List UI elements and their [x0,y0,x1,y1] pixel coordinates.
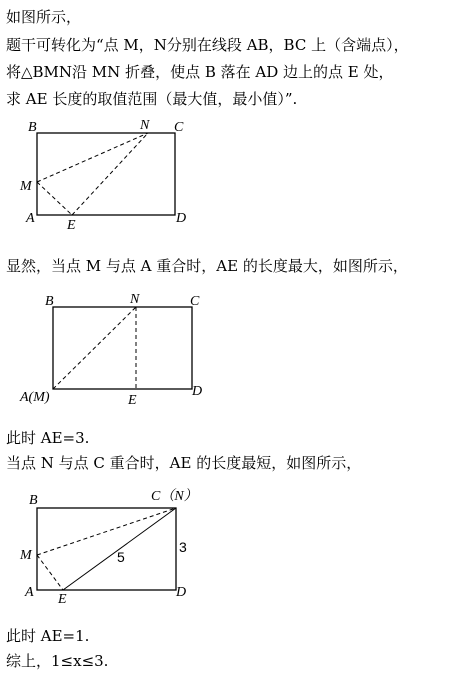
fig3-segment-ME [37,555,63,590]
fig1-label-E: E [67,218,76,233]
fig3-label-E: E [58,592,67,607]
fig2-label-AM: A(M) [20,390,50,405]
text-line-4: 求 AE 长度的取值范围（最大值，最小值）”. [6,90,298,108]
text-line-6: 此时 AE=3. [6,429,90,447]
fig1-label-C: C [174,120,184,135]
fig1-label-A: A [26,211,35,226]
fig1-label-B: B [28,120,37,135]
fig2-label-B: B [45,294,54,309]
fig3-label-CN: C（N） [151,489,198,504]
text-line-8: 此时 AE=1. [6,627,90,645]
fig1-label-M: M [20,179,32,194]
text-line-3: 将△BMN沿 MN 折叠，使点 B 落在 AD 边上的点 E 处， [6,63,394,81]
fig3-rectangle [37,508,176,590]
fig3-label-5: 5 [117,549,125,565]
fig3-segment-MC [37,508,176,555]
fig2-label-E: E [128,393,137,408]
fig3-label-M: M [20,548,32,563]
text-line-2: 题干可转化为“点 M，N分别在线段 AB，BC 上（含端点）， [6,36,409,54]
fig3-label-D: D [176,585,187,600]
text-line-7: 当点 N 与点 C 重合时，AE 的长度最短，如图所示， [6,454,362,472]
fig3-label-3: 3 [179,539,187,555]
fig3-label-B: B [29,493,38,508]
fig1-label-D: D [176,211,187,226]
fig2-label-C: C [190,294,200,309]
text-line-5: 显然，当点 M 与点 A 重合时，AE 的长度最大，如图所示， [6,257,408,275]
fig2-label-N: N [130,292,140,307]
fig2-label-D: D [192,384,203,399]
text-line-1: 如图所示， [6,8,82,26]
fig1-label-N: N [140,118,150,133]
text-line-9: 综上，1≤x≤3. [6,652,109,670]
fig3-label-A: A [25,585,34,600]
